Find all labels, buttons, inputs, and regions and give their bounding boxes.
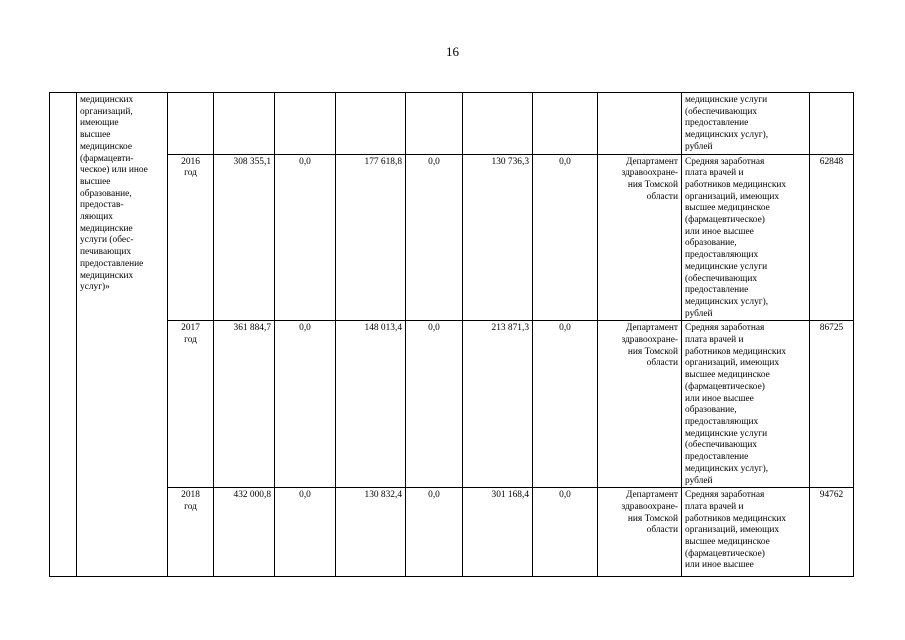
other-cell xyxy=(463,93,533,155)
extra-cell: 0,0 xyxy=(533,321,598,488)
page-number: 16 xyxy=(446,44,459,59)
value-cell: 86725 xyxy=(810,321,854,488)
executor-cell: Департамент здравоохране- ния Томской области xyxy=(598,321,682,488)
other-cell: 130 736,3 xyxy=(463,154,533,321)
executor-cell: Департамент здравоохране- ния Томской области xyxy=(598,488,682,577)
number-cell xyxy=(50,93,77,577)
indicator-cell: медицинские услуги (обеспечивающих предоставление медицинских услуг), рублей xyxy=(682,93,810,155)
total-cell: 361 884,7 xyxy=(214,321,275,488)
local-cell: 0,0 xyxy=(406,154,463,321)
value-cell: 62848 xyxy=(810,154,854,321)
activity-cell: медицинских организаций, имеющие высшее медицинское (фармацевти- ческое) или иное высшее образование, предостав- ляющих медицинские услуги (обес- печивающих предоставление медицинских услуг)» xyxy=(77,93,168,577)
value-cell xyxy=(810,93,854,155)
regional-cell: 130 832,4 xyxy=(336,488,406,577)
federal-cell: 0,0 xyxy=(275,488,336,577)
program-table xyxy=(49,92,854,577)
regional-cell: 148 013,4 xyxy=(336,321,406,488)
indicator-cell: Средняя заработная плата врачей и работников медицинских организаций, имеющих высшее медицинское (фармацевтическое) или иное высшее образование, предоставляющих медицинские услуги (обеспечивающих предоставление медицинских услуг), рублей xyxy=(682,154,810,321)
indicator-cell: Средняя заработная плата врачей и работников медицинских организаций, имеющих высшее медицинское (фармацевтическое) или иное высшее xyxy=(682,488,810,577)
federal-cell: 0,0 xyxy=(275,321,336,488)
extra-cell xyxy=(533,93,598,155)
table-row xyxy=(50,93,854,155)
local-cell xyxy=(406,93,463,155)
table-row xyxy=(50,321,854,488)
indicator-cell: Средняя заработная плата врачей и работников медицинских организаций, имеющих высшее медицинское (фармацевтическое) или иное высшее образование, предоставляющих медицинские услуги (обеспечивающих предоставление медицинских услуг), рублей xyxy=(682,321,810,488)
other-cell: 301 168,4 xyxy=(463,488,533,577)
regional-cell xyxy=(336,93,406,155)
total-cell: 432 000,8 xyxy=(214,488,275,577)
year-cell: 2016 год xyxy=(168,154,214,321)
local-cell: 0,0 xyxy=(406,321,463,488)
federal-cell: 0,0 xyxy=(275,154,336,321)
year-cell: 2018 год xyxy=(168,488,214,577)
value-cell: 94762 xyxy=(810,488,854,577)
table-row xyxy=(50,488,854,577)
total-cell: 308 355,1 xyxy=(214,154,275,321)
extra-cell: 0,0 xyxy=(533,154,598,321)
regional-cell: 177 618,8 xyxy=(336,154,406,321)
executor-cell xyxy=(598,93,682,155)
executor-cell: Департамент здравоохране- ния Томской области xyxy=(598,154,682,321)
other-cell: 213 871,3 xyxy=(463,321,533,488)
total-cell xyxy=(214,93,275,155)
table-row xyxy=(50,154,854,321)
year-cell xyxy=(168,93,214,155)
federal-cell xyxy=(275,93,336,155)
local-cell: 0,0 xyxy=(406,488,463,577)
year-cell: 2017 год xyxy=(168,321,214,488)
extra-cell: 0,0 xyxy=(533,488,598,577)
